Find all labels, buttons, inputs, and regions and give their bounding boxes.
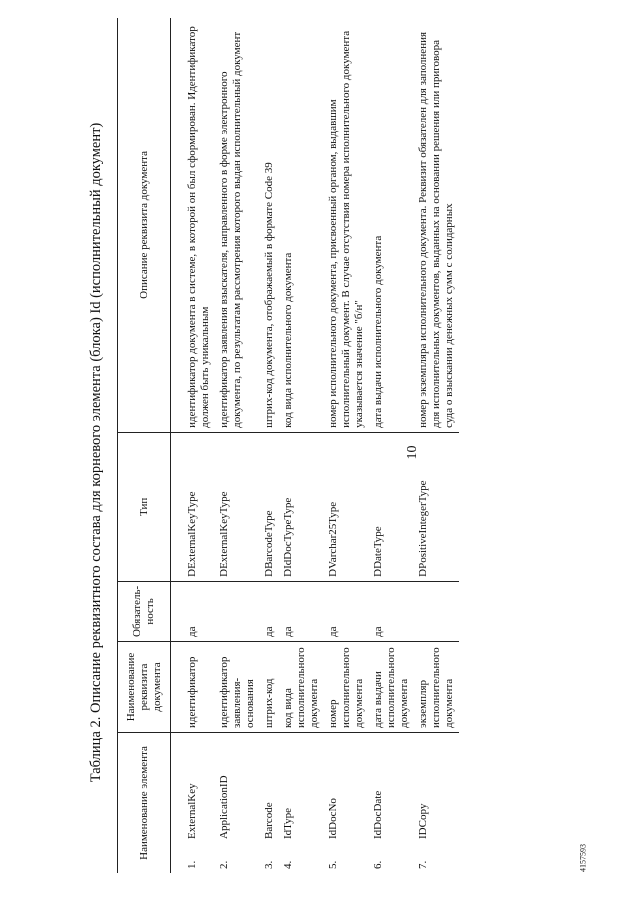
type-value: DExternalKeyType [183,432,215,581]
description-value: номер исполнительного документа, присвоенный органом, выдавшим исполнительный документ. В случае отсутствия номера исполнительного документа указывается значение "б/н" [324,18,369,432]
obligatory-value: да [324,581,369,641]
requisite-name: номер исполнительного документа [324,642,369,733]
obligatory-value: да [369,581,414,641]
header-element-name: Наименование элемента [118,733,171,874]
element-name: IdDocNo [327,798,339,839]
table-row [324,18,369,873]
table-row [215,18,260,873]
obligatory-value: да [260,581,279,641]
element-name: IdDocDate [372,790,384,839]
obligatory-value: да [279,581,324,641]
requisite-name: дата выдачи исполнительного документа [369,642,414,733]
table-row [183,18,215,873]
description-value: идентификатор заявления взыскателя, направленного в форме электронного документа, по результатам рассмотрения которого выдан исполнительный документ [215,18,260,432]
obligatory-value: да [183,581,215,641]
type-value: DVarchar25Type [324,432,369,581]
row-number: 6. [372,860,384,869]
requisite-name: штрих-код [260,642,279,733]
table-row [279,18,324,873]
requisite-name: экземпляр исполнительного документа [414,642,459,733]
row-number: 4. [282,860,294,869]
document-id: 4157593 [578,844,588,872]
page-number: 10 [405,445,420,460]
header-obligatory: Обязатель-ность [118,581,171,641]
row-number: 7. [417,860,429,869]
header-requisite-name: Наименование реквизита документа [118,642,171,733]
type-value: DBarcodeType [260,432,279,581]
requisite-name: идентификатор заявления-основания [215,642,260,733]
description-value: код вида исполнительного документа [279,18,324,432]
element-name: ApplicationID [218,775,230,839]
type-value: DExternalKeyType [215,432,260,581]
table-row [414,18,459,873]
obligatory-value [414,581,459,641]
element-name: ExternalKey [186,783,198,839]
row-number: 5. [327,860,339,869]
element-name: IdType [282,808,294,839]
table-row [260,18,279,873]
type-value: DPositiveIntegerType [414,432,459,581]
type-value: DIdDocTypeType [279,432,324,581]
row-number: 2. [218,860,230,869]
row-number: 3. [263,860,275,869]
row-number: 1. [186,860,198,869]
type-value: DDateType [369,432,414,581]
requisites-table [117,18,459,873]
description-value: дата выдачи исполнительного документа [369,18,414,432]
requisite-name: код вида исполнительного документа [279,642,324,733]
description-value: идентификатор документа в системе, в которой он был сформирован. Идентификатор должен быть уникальным [183,18,215,432]
element-name: Barcode [263,802,275,839]
header-type: Тип [118,432,171,581]
table-title: Таблица 2. Описание реквизитного состава для корневого элемента (блока) Id (исполнительный документ) [88,122,104,783]
description-value: номер экземпляра исполнительного документа. Реквизит обязателен для заполнения для исполнительных документов, выданных на основании решения или приговора суда о взыскании денежных сумм с солидарных [414,18,459,432]
description-value: штрих-код документа, отображаемый в формате Code 39 [260,18,279,432]
requisite-name: идентификатор [183,642,215,733]
table-header-row [118,18,171,873]
table-row [369,18,414,873]
obligatory-value [215,581,260,641]
header-description: Описание реквизита документа [118,18,171,432]
element-name: IDCopy [417,803,429,839]
